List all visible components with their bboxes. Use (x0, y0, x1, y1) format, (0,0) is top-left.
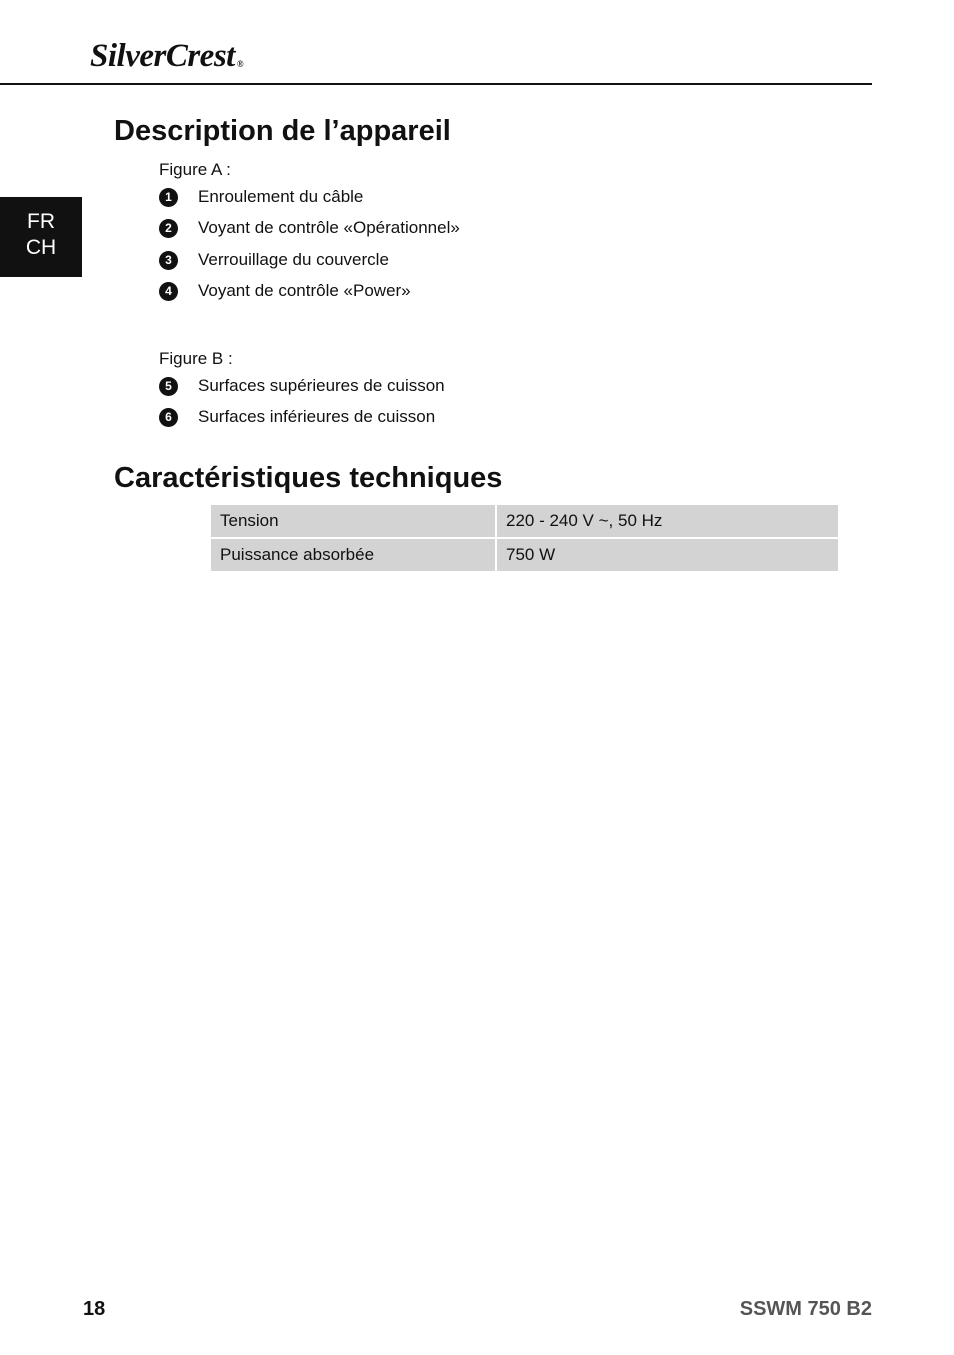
number-badge: 6 (159, 408, 178, 427)
registered-mark: ® (236, 59, 244, 69)
section-title-specs: Caractéristiques techniques (114, 462, 503, 494)
model-name: SSWM 750 B2 (739, 1298, 872, 1320)
brand-logo (90, 36, 243, 76)
list-item (159, 280, 411, 302)
language-code-fr: FR (27, 210, 55, 233)
list-item (159, 217, 460, 239)
specs-table (211, 505, 838, 571)
list-item-text: Enroulement du câble (198, 187, 364, 206)
figure-a-label: Figure A : (159, 160, 231, 179)
number-badge: 3 (159, 251, 178, 270)
brand-name: SilverCrest (90, 38, 235, 74)
list-item-text: Verrouillage du couvercle (198, 250, 389, 269)
list-item (159, 186, 363, 208)
table-cell-value: 750 W (496, 538, 838, 571)
table-row (211, 505, 838, 538)
figure-b-label: Figure B : (159, 349, 233, 368)
language-code-ch: CH (25, 236, 57, 259)
section-title-description: Description de l’appareil (114, 115, 451, 147)
list-item-text: Surfaces supérieures de cuisson (198, 376, 445, 395)
list-item-text: Voyant de contrôle «Power» (198, 281, 411, 300)
list-item (159, 375, 445, 397)
list-item (159, 406, 435, 428)
list-item-text: Voyant de contrôle «Opérationnel» (198, 218, 460, 237)
page-number: 18 (83, 1298, 106, 1320)
number-badge: 4 (159, 282, 178, 301)
list-item-text: Surfaces inférieures de cuisson (198, 407, 436, 426)
language-tab (0, 197, 82, 277)
number-badge: 5 (159, 377, 178, 396)
number-badge: 2 (159, 219, 178, 238)
number-badge: 1 (159, 188, 178, 207)
list-item (159, 249, 389, 271)
table-cell-label: Tension (211, 505, 496, 538)
table-cell-value: 220 - 240 V ~, 50 Hz (496, 505, 838, 538)
table-row (211, 538, 838, 571)
header-rule (0, 83, 872, 85)
table-cell-label: Puissance absorbée (211, 538, 496, 571)
